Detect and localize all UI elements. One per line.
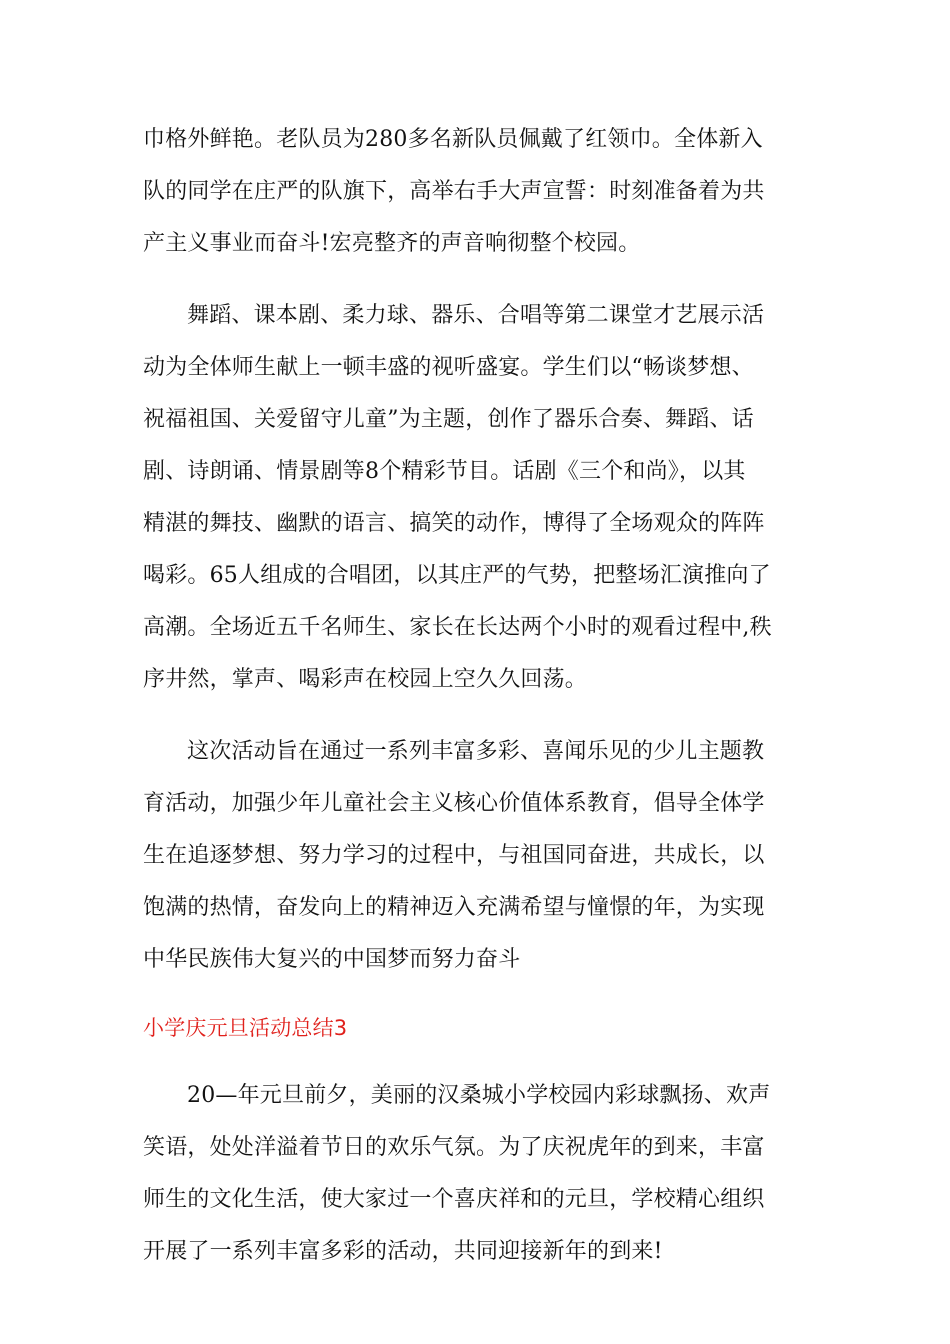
paragraph-line: 饱满的热情，奋发向上的精神迈入充满希望与憧憬的年，为实现	[143, 895, 765, 920]
document-body	[143, 114, 811, 1278]
paragraph-4	[143, 1070, 811, 1278]
paragraph-line: 动为全体师生献上一顿丰盛的视听盛宴。学生们以“畅谈梦想、	[143, 355, 754, 380]
paragraph-2	[143, 290, 811, 706]
paragraph-line: 中华民族伟大复兴的中国梦而努力奋斗	[143, 947, 521, 972]
paragraph-spacer	[143, 986, 811, 1002]
paragraph-line: 队的同学在庄严的队旗下，高举右手大声宣誓：时刻准备着为共	[143, 179, 765, 204]
paragraph-3	[143, 726, 811, 986]
paragraph-line: 精湛的舞技、幽默的语言、搞笑的动作，博得了全场观众的阵阵	[143, 511, 765, 536]
paragraph-line: 笑语，处处洋溢着节日的欢乐气氛。为了庆祝虎年的到来，丰富	[143, 1135, 765, 1160]
paragraph-spacer	[143, 270, 811, 290]
paragraph-line: 这次活动旨在通过一系列丰富多彩、喜闻乐见的少儿主题教	[187, 739, 765, 764]
paragraph-spacer	[143, 1054, 811, 1070]
paragraph-line: 巾格外鲜艳。老队员为280多名新队员佩戴了红领巾。全体新入	[143, 127, 763, 152]
paragraph-spacer	[143, 706, 811, 726]
paragraph-line: 序井然，掌声、喝彩声在校园上空久久回荡。	[143, 667, 588, 692]
paragraph-line: 剧、诗朗诵、情景剧等8个精彩节目。话剧《三个和尚》，以其	[143, 459, 746, 484]
paragraph-line: 产主义事业而奋斗!宏亮整齐的声音响彻整个校园。	[143, 231, 641, 256]
paragraph-line: 高潮。全场近五千名师生、家长在长达两个小时的观看过程中,秩	[143, 615, 772, 640]
paragraph-line: 师生的文化生活，使大家过一个喜庆祥和的元旦，学校精心组织	[143, 1187, 765, 1212]
paragraph-line: 20—年元旦前夕，美丽的汉桑城小学校园内彩球飘扬、欢声	[187, 1083, 771, 1108]
paragraph-1	[143, 114, 811, 270]
paragraph-line: 喝彩。65人组成的合唱团，以其庄严的气势，把整场汇演推向了	[143, 563, 771, 588]
section-heading: 小学庆元旦活动总结3	[143, 1016, 348, 1040]
paragraph-line: 育活动，加强少年儿童社会主义核心价值体系教育，倡导全体学	[143, 791, 765, 816]
paragraph-line: 开展了一系列丰富多彩的活动，共同迎接新年的到来!	[143, 1239, 663, 1264]
paragraph-line: 生在追逐梦想、努力学习的过程中，与祖国同奋进，共成长，以	[143, 843, 765, 868]
paragraph-line: 祝福祖国、关爱留守儿童”为主题，创作了器乐合奏、舞蹈、话	[143, 407, 754, 432]
paragraph-line: 舞蹈、课本剧、柔力球、器乐、合唱等第二课堂才艺展示活	[187, 303, 765, 328]
